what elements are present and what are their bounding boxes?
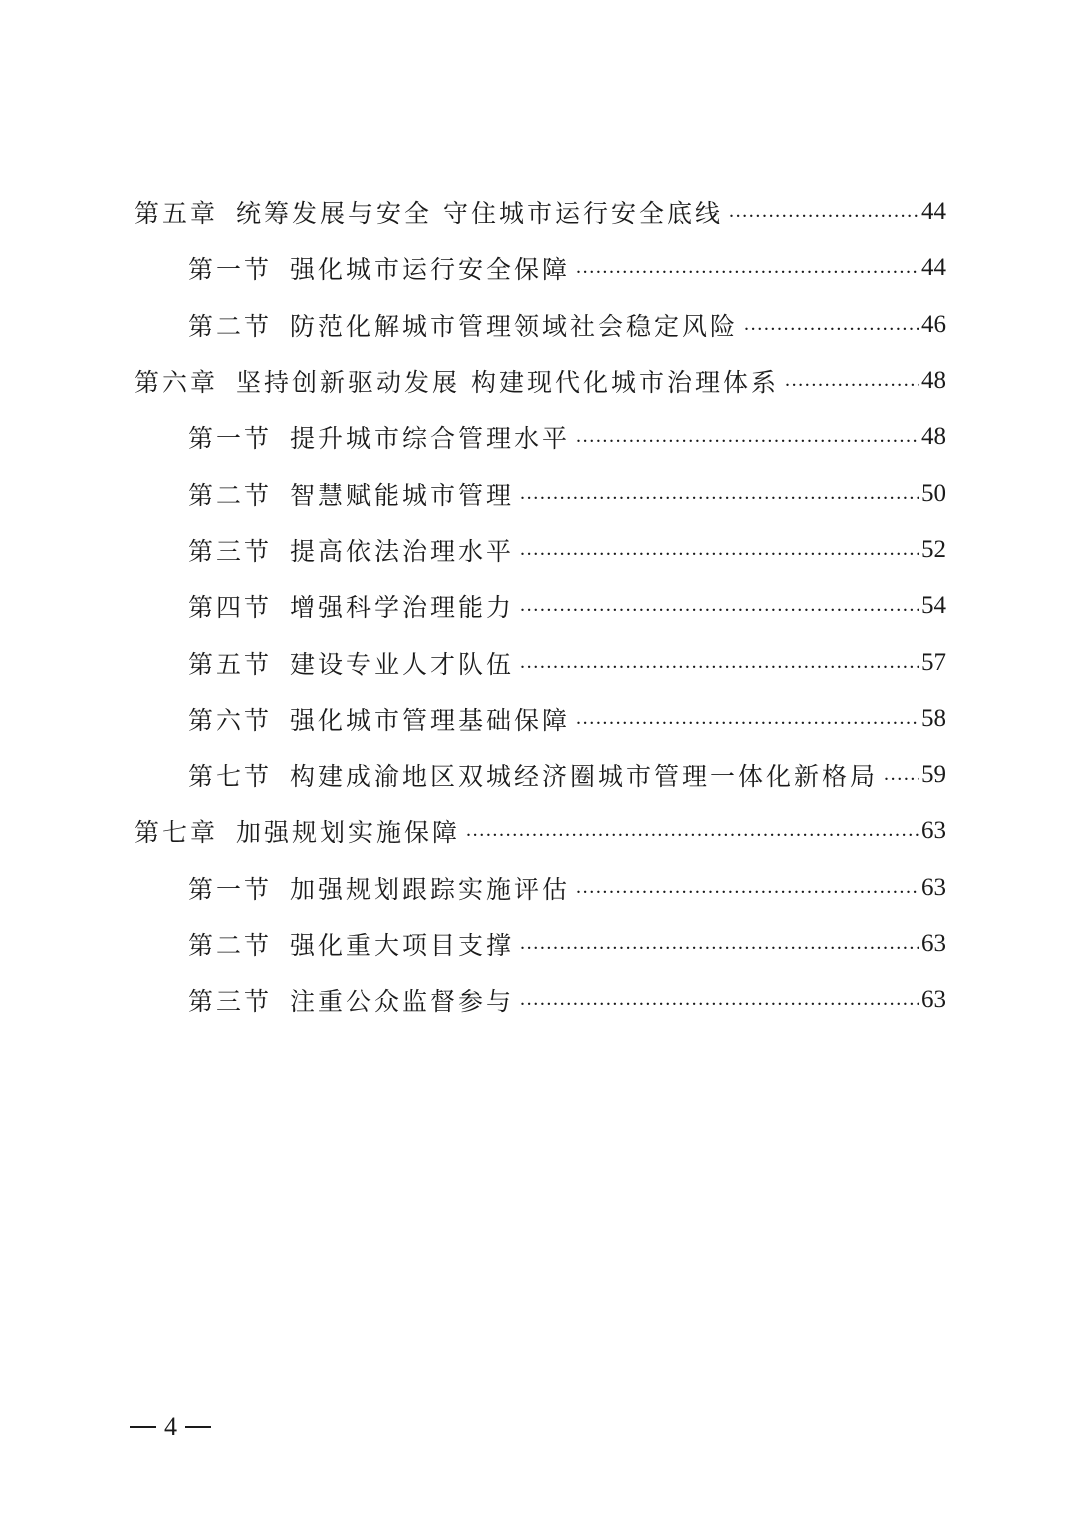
toc-section[interactable] <box>134 634 946 690</box>
toc-label <box>188 982 514 1018</box>
toc-page-number: 44 <box>921 254 946 282</box>
toc-number: 第七节 <box>188 762 273 792</box>
toc-page-number: 52 <box>921 535 946 563</box>
toc-label <box>188 419 570 455</box>
toc-leader-dots <box>466 822 919 846</box>
toc-label <box>188 476 514 512</box>
toc-leader-dots <box>785 372 919 396</box>
toc-page-number: 46 <box>921 310 946 338</box>
toc-number: 第五节 <box>188 649 273 679</box>
toc-title: 防范化解城市管理领域社会稳定风险 <box>290 311 739 341</box>
toc-label <box>134 363 779 399</box>
toc-label <box>188 701 570 737</box>
toc-leader-dots <box>520 935 919 959</box>
footer-dash-left <box>130 1426 156 1428</box>
toc-number: 第六章 <box>134 368 219 398</box>
toc-title: 注重公众监督参与 <box>290 987 515 1017</box>
toc-label <box>188 588 514 624</box>
toc-page-number: 63 <box>921 986 946 1014</box>
toc-page-number: 63 <box>921 817 946 845</box>
toc-title: 提升城市综合管理水平 <box>290 424 571 454</box>
toc-chapter-6[interactable] <box>134 353 946 409</box>
toc-number: 第四节 <box>188 593 273 623</box>
toc-number: 第二节 <box>188 931 273 960</box>
toc-number: 第七章 <box>134 818 219 848</box>
toc-page-number: 50 <box>921 479 946 507</box>
footer-dash-right <box>185 1426 211 1428</box>
toc-title: 加强规划跟踪实施评估 <box>290 874 571 904</box>
footer-page-number: 4 <box>164 1412 177 1441</box>
toc-label <box>188 645 514 681</box>
toc-label <box>188 926 514 962</box>
toc-leader-dots <box>744 316 919 340</box>
toc-title: 统筹发展与安全 守住城市运行安全底线 <box>236 199 723 229</box>
toc-leader-dots <box>576 710 919 734</box>
toc-label <box>188 250 570 286</box>
toc-leader-dots <box>884 766 919 790</box>
toc-chapter-7[interactable] <box>134 803 946 859</box>
toc-section[interactable] <box>134 747 946 803</box>
toc-label <box>188 532 514 568</box>
toc-section[interactable] <box>134 860 946 916</box>
toc-section[interactable] <box>134 297 946 353</box>
toc-label <box>188 757 878 793</box>
toc-number: 第一节 <box>188 424 273 454</box>
toc-leader-dots <box>576 259 919 283</box>
toc-leader-dots <box>520 485 919 509</box>
page-footer <box>130 1412 211 1442</box>
toc-page-number: 63 <box>921 930 946 957</box>
toc-section[interactable] <box>134 916 946 972</box>
toc-section[interactable] <box>134 240 946 296</box>
toc-label <box>188 870 570 906</box>
toc-page-number: 48 <box>921 423 946 451</box>
toc-section[interactable] <box>134 972 946 1028</box>
toc-number: 第三节 <box>188 987 273 1017</box>
toc-page-number: 57 <box>921 648 946 676</box>
toc-title: 增强科学治理能力 <box>290 593 515 623</box>
toc-leader-dots <box>520 991 919 1015</box>
toc-label <box>134 194 723 230</box>
toc-number: 第一节 <box>188 255 273 285</box>
toc-label <box>188 307 738 343</box>
toc-leader-dots <box>576 879 919 903</box>
toc-title: 构建成渝地区双城经济圈城市管理一体化新格局 <box>290 762 879 792</box>
toc-title: 提高依法治理水平 <box>290 536 515 566</box>
toc-section[interactable] <box>134 578 946 634</box>
toc-number: 第二节 <box>188 480 273 510</box>
table-of-contents <box>134 184 946 1028</box>
toc-leader-dots <box>576 428 919 452</box>
toc-number: 第三节 <box>188 536 273 566</box>
toc-page-number: 58 <box>921 704 946 732</box>
toc-number: 第六节 <box>188 705 273 735</box>
toc-title: 强化重大项目支撑 <box>290 931 515 960</box>
toc-number: 第一节 <box>188 874 273 904</box>
toc-title: 强化城市运行安全保障 <box>290 255 571 285</box>
toc-page-number: 48 <box>921 367 946 395</box>
toc-title: 强化城市管理基础保障 <box>290 705 571 735</box>
toc-page-number: 44 <box>921 198 946 226</box>
toc-leader-dots <box>520 597 919 621</box>
toc-chapter-5[interactable] <box>134 184 946 240</box>
toc-number: 第五章 <box>134 199 219 229</box>
toc-title: 建设专业人才队伍 <box>290 649 515 679</box>
toc-title: 坚持创新驱动发展 构建现代化城市治理体系 <box>236 368 779 398</box>
toc-section[interactable] <box>134 691 946 747</box>
toc-leader-dots <box>729 203 919 227</box>
toc-number: 第二节 <box>188 311 273 341</box>
toc-title: 加强规划实施保障 <box>236 818 461 848</box>
toc-label <box>134 813 460 849</box>
toc-leader-dots <box>520 541 919 565</box>
toc-page-number: 59 <box>921 761 946 789</box>
toc-title: 智慧赋能城市管理 <box>290 480 515 510</box>
toc-section[interactable] <box>134 522 946 578</box>
toc-section[interactable] <box>134 409 946 465</box>
toc-section[interactable] <box>134 465 946 521</box>
toc-leader-dots <box>520 654 919 678</box>
toc-page-number: 54 <box>921 592 946 620</box>
toc-page-number: 63 <box>921 873 946 901</box>
